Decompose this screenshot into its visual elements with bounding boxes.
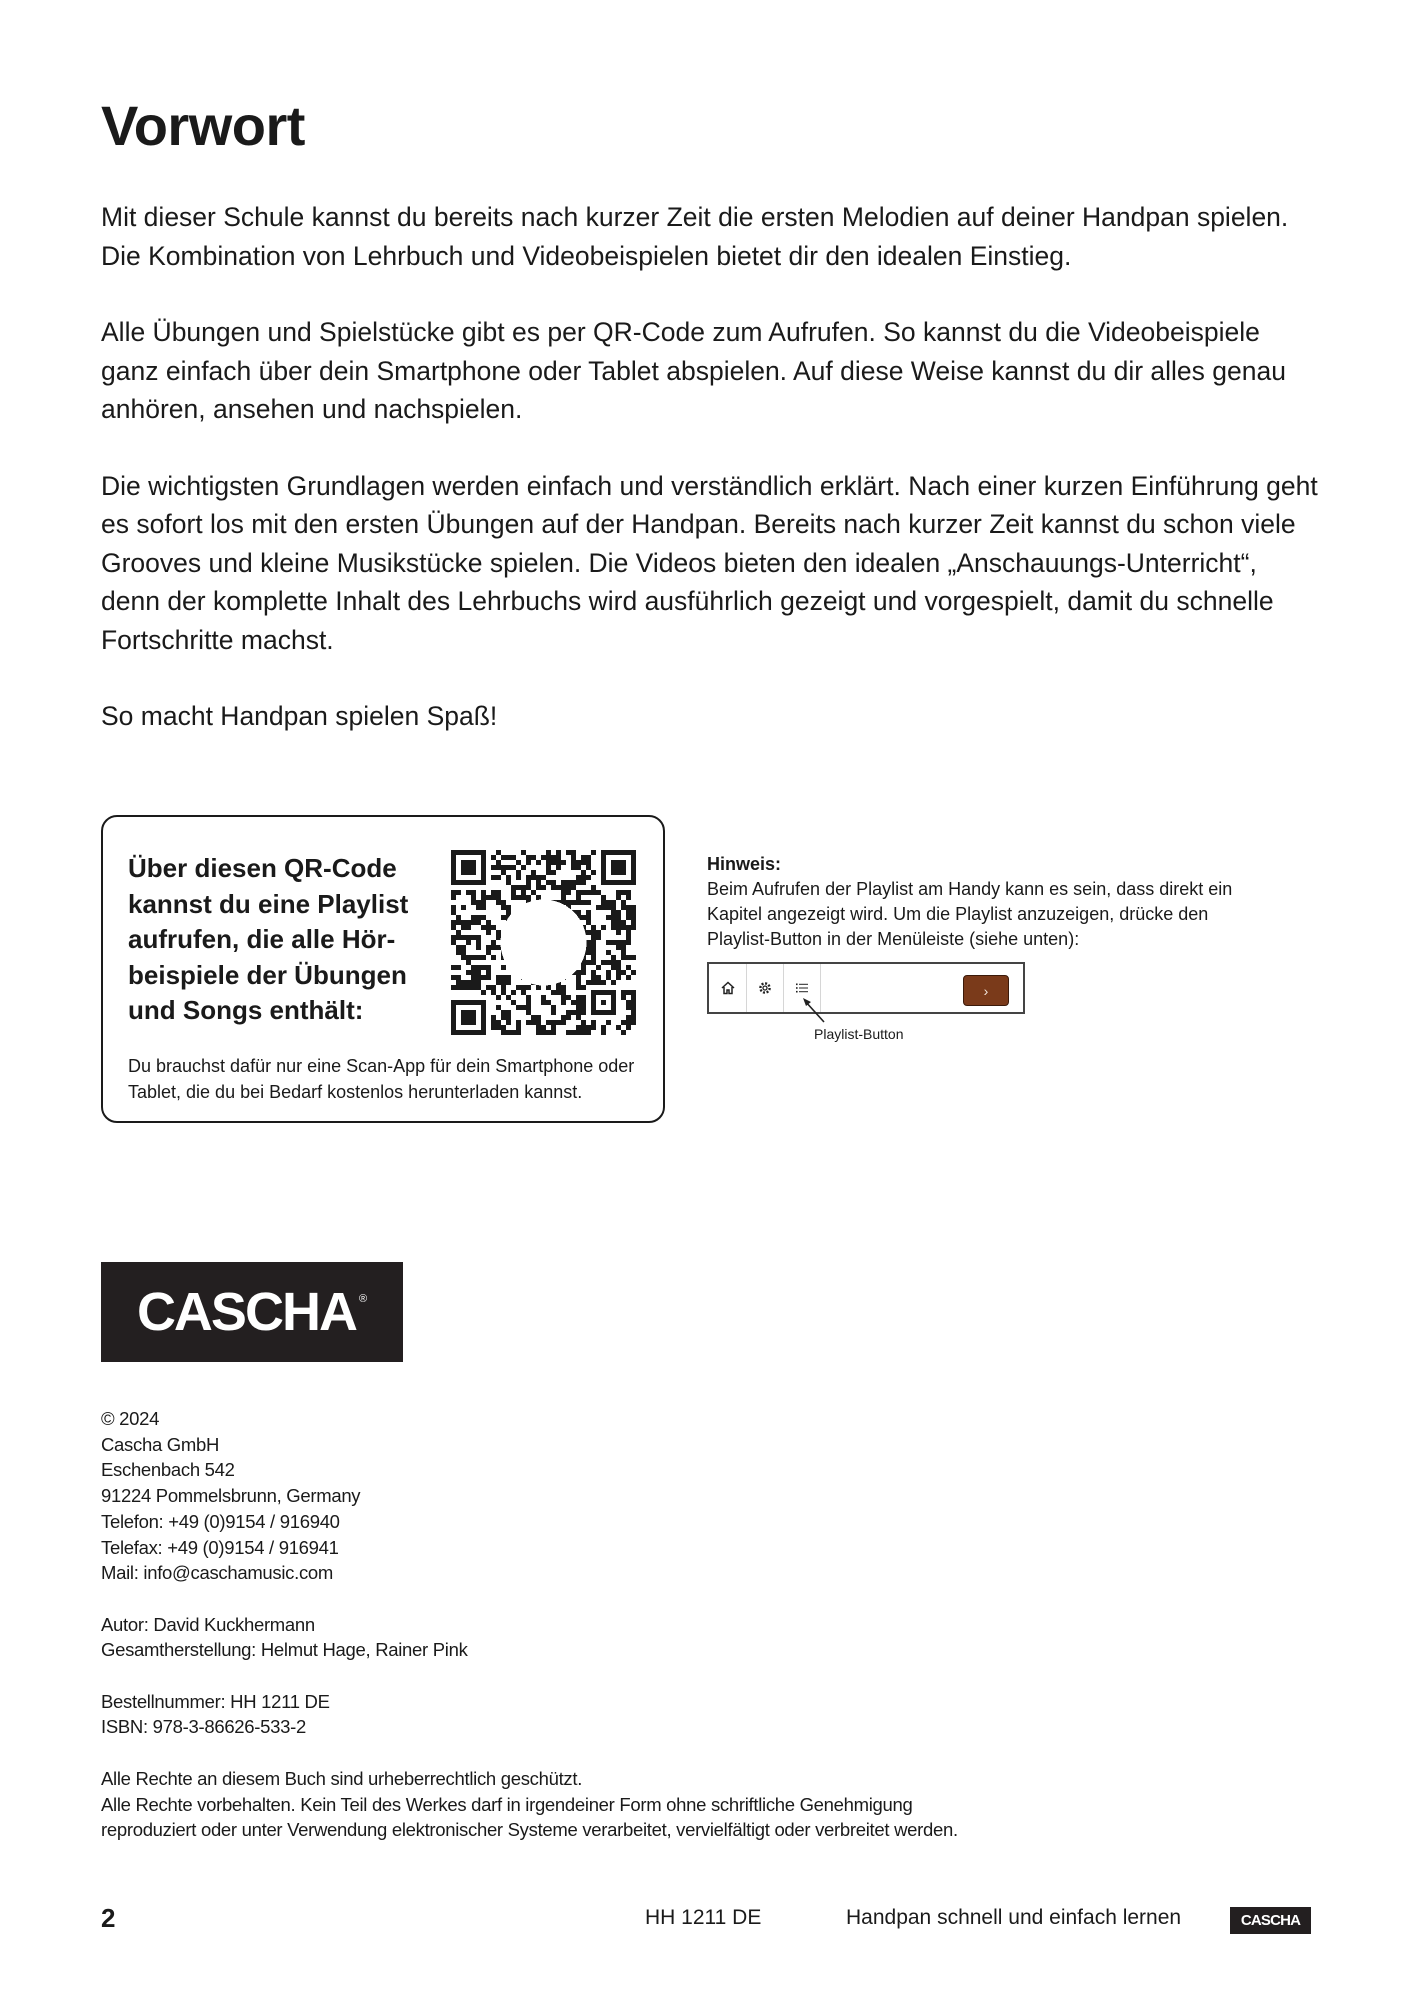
footer-book-title: Handpan schnell und einfach lernen <box>846 1906 1182 1929</box>
qr-note: Du brauchst dafür nur eine Scan-App für dein Smartphone oder Tablet, die du bei Bedarf kostenlos herunterladen kannst. <box>128 1056 635 1102</box>
footer-logo: CASCHA <box>1230 1907 1311 1934</box>
imprint-line: 91224 Pommelsbrunn, Germany <box>101 1485 361 1507</box>
registered-mark: ® <box>358 1293 368 1305</box>
paragraph: Mit dieser Schule kannst du bereits nach kurzer Zeit die ersten Melodien auf deiner Handpan spielen. Die Kombination von Lehrbuch und Videobeispielen bietet dir den idealen Einstieg. <box>101 202 1289 271</box>
imprint-line: Autor: David Kuckhermann <box>101 1613 315 1635</box>
paragraph: So macht Handpan spielen Spaß! <box>101 701 498 731</box>
playlist-button-label: Playlist-Button <box>814 1026 904 1042</box>
imprint-line: Cascha GmbH <box>101 1433 220 1455</box>
pointer-arrow-icon <box>800 995 840 1025</box>
cascha-logo <box>101 1262 403 1362</box>
imprint-line: ISBN: 978-3-86626-533-2 <box>101 1716 306 1738</box>
imprint-line: Bestellnummer: HH 1211 DE <box>101 1690 330 1712</box>
paragraph: Die wichtigsten Grundlagen werden einfach und verständlich erklärt. Nach einer kurzen Einführung geht es sofort los mit den ersten Übungen auf der Handpan. Bereits nach kurzer Zeit kannst du schon viele Grooves und kleine Musikstücke spielen. Die Videos bieten den idealen „Anschauungs-Unterricht“, denn der komplette Inhalt des Lehrbuchs wird ausführlich gezeigt und vorgespielt, damit du schnelle Fortschritte machst. <box>101 470 1318 655</box>
imprint-line: Telefax: +49 (0)9154 / 916941 <box>101 1536 339 1558</box>
imprint-line: Telefon: +49 (0)9154 / 916940 <box>101 1510 340 1532</box>
menu-bar-illustration <box>707 962 1025 1014</box>
qr-code-image[interactable] <box>451 850 636 1035</box>
hint-text: Beim Aufrufen der Playlist am Handy kann es sein, dass direkt ein Kapitel angezeigt wird. Um die Playlist anzuzeigen, drücke den Playlist-Button in der Menüleiste (siehe unten): <box>707 879 1233 949</box>
next-button[interactable]: › <box>963 975 1009 1006</box>
imprint-line: Mail: info@caschamusic.com <box>101 1562 334 1584</box>
hint-section <box>707 852 1247 952</box>
intro-text <box>101 198 1321 774</box>
logo-text: CASCHA <box>136 1282 356 1342</box>
imprint <box>101 1406 1201 1843</box>
qr-info-box <box>101 815 665 1123</box>
imprint-line: Eschenbach 542 <box>101 1459 235 1481</box>
imprint-line: Alle Rechte vorbehalten. Kein Teil des Werkes darf in irgendeiner Form ohne schriftliche Genehmigung <box>101 1793 913 1815</box>
settings-icon[interactable] <box>746 964 784 1012</box>
hint-title: Hinweis: <box>707 854 782 874</box>
paragraph: Alle Übungen und Spielstücke gibt es per QR-Code zum Aufrufen. So kannst du die Videobeispiele ganz einfach über dein Smartphone oder Tablet abspielen. Auf diese Weise kannst du dir alles genau anhören, ansehen und nachspielen. <box>101 317 1286 424</box>
home-icon[interactable] <box>709 964 747 1012</box>
page-title: Vorwort <box>101 94 305 157</box>
qr-heading: Über diesen QR-Code kannst du eine Playlist aufrufen, die alle Hör-beispiele der Übungen und Songs enthält: <box>128 853 409 1025</box>
imprint-line: Gesamtherstellung: Helmut Hage, Rainer Pink <box>101 1639 468 1661</box>
imprint-line: Alle Rechte an diesem Buch sind urheberrechtlich geschützt. <box>101 1767 583 1789</box>
page-number: 2 <box>101 1903 116 1933</box>
imprint-line: reproduziert oder unter Verwendung elektronischer Systeme verarbeitet, vervielfältigt oder verbreitet werden. <box>101 1819 958 1841</box>
footer-code: HH 1211 DE <box>645 1906 762 1929</box>
imprint-line: © 2024 <box>101 1408 160 1429</box>
